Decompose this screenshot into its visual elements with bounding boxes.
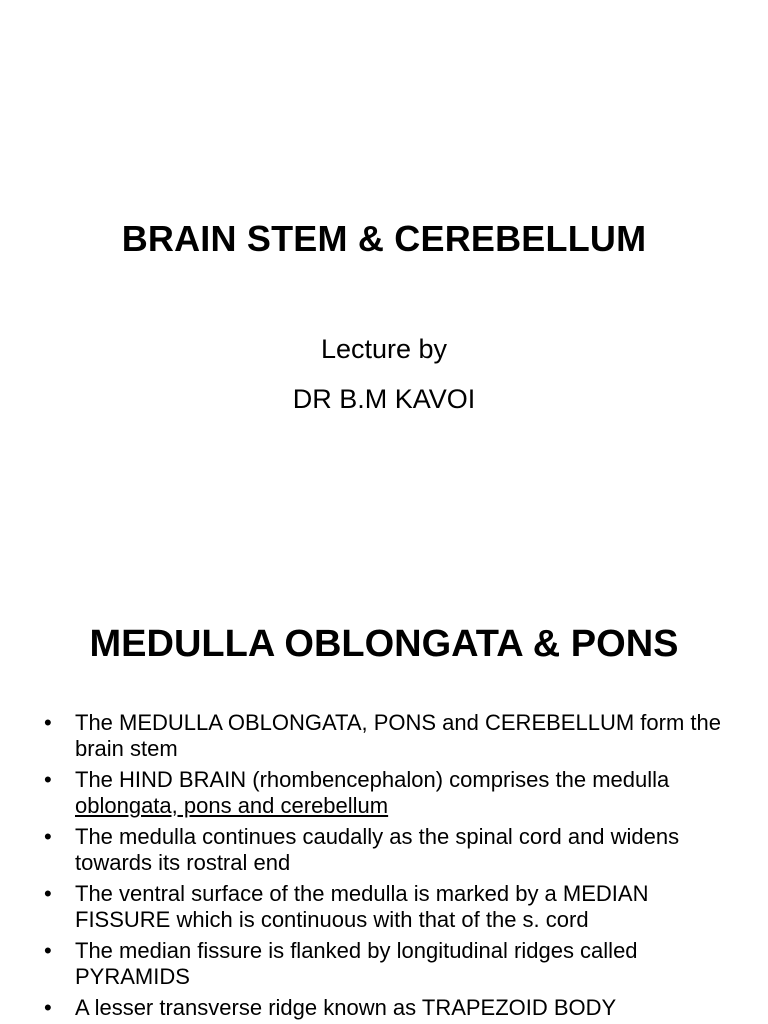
bullet-text: The MEDULLA OBLONGATA, PONS and CEREBELLUM form the brain stem [75,710,721,761]
bullet-item [44,710,724,762]
lecture-by-label: Lecture by [320,334,448,364]
bullet-item [44,881,724,933]
bullet-text: The HIND BRAIN (rhombencephalon) comprises the medulla [75,767,670,792]
bullet-text: The ventral surface of the medulla is marked by a MEDIAN FISSURE which is continuous with that of the s. cord [75,881,649,932]
bullet-icon: • [44,767,52,792]
content-slide [0,576,768,1024]
bullet-icon: • [44,881,52,906]
bullet-item [44,824,724,876]
bullet-icon: • [44,995,52,1020]
bullet-item [44,995,724,1021]
slide-title: BRAIN STEM & CEREBELLUM [121,218,647,259]
bullet-underlined-text: oblongata, pons and cerebellum [75,793,389,818]
bullet-text: The medulla continues caudally as the spinal cord and widens towards its rostral end [75,824,680,875]
bullet-icon: • [44,824,52,849]
bullet-text: The median fissure is flanked by longitudinal ridges called PYRAMIDS [75,938,638,989]
bullet-list [44,710,724,1024]
bullet-icon: • [44,710,52,735]
lecturer-name: DR B.M KAVOI [292,384,476,414]
bullet-item [44,767,724,819]
bullet-icon: • [44,938,52,963]
bullet-text: A lesser transverse ridge known as TRAPEZOID BODY [75,995,617,1020]
bullet-item [44,938,724,990]
slide-title: MEDULLA OBLONGATA & PONS [89,623,679,665]
